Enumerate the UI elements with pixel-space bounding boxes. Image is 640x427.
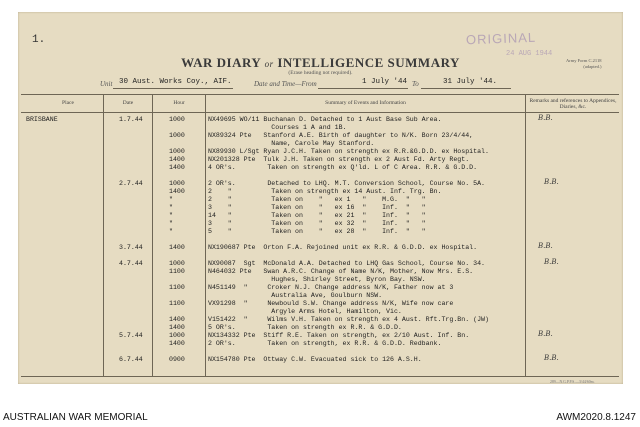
- army-form-adapted: (adapted.): [583, 64, 602, 69]
- initials-mark: B.B.: [538, 330, 553, 338]
- summary-line: 4 OR's. Taken on strength ex Q'ld. L of C Area. R.R. & G.D.D.: [208, 164, 478, 171]
- to-value-text: 31 July '44.: [443, 78, 498, 86]
- hour-cell: 1100: [169, 268, 185, 275]
- caption-accession: AWM2020.8.1247: [556, 412, 636, 423]
- from-underline: [318, 88, 408, 89]
- hour-cell: 1100: [169, 284, 185, 291]
- hour-cell: 1100: [169, 300, 185, 307]
- summary-line: 2 " Taken on " ex 1 " M.G. " ": [208, 196, 426, 203]
- column-rule-place: [103, 94, 104, 376]
- date-cell: 6.7.44: [119, 356, 143, 363]
- from-value: [362, 77, 407, 86]
- summary-line: N451149 " Croker N.J. Change address N/K, Father now at 3: [208, 284, 454, 291]
- table-bottom-rule: [21, 376, 619, 377]
- initials-mark: B.B.: [544, 258, 559, 266]
- hour-cell: 1000: [169, 148, 185, 155]
- table-header-rule: [21, 112, 619, 113]
- summary-line: NX134332 Pte Stiff R.E. Taken on strength, ex 2/10 Aust. Inf. Bn.: [208, 332, 470, 339]
- place-cell: BRISBANE: [26, 116, 58, 123]
- caption-bar: [0, 408, 640, 427]
- summary-line: Courses 1 A and 1B.: [208, 124, 347, 131]
- summary-line: 3 " Taken on " ex 16 " Inf. " ": [208, 204, 426, 211]
- unit-value: [119, 77, 232, 86]
- column-header-date: Date: [122, 100, 134, 106]
- initials-mark: B.B.: [538, 114, 553, 122]
- column-header-place: Place: [62, 100, 74, 106]
- summary-line: NX154780 Pte Ottway C.W. Evacuated sick to 126 A.S.H.: [208, 356, 422, 363]
- summary-line: NX201328 Pte Tulk J.H. Taken on strength ex 2 Aust Fd. Arty Regt.: [208, 156, 470, 163]
- form-title: [18, 55, 623, 71]
- summary-line: 2 OR's. Detached to LHQ. M.T. Conversion School, Course No. 5A.: [208, 180, 485, 187]
- unit-value-text: 30 Aust. Works Coy., AIF.: [119, 78, 232, 86]
- hour-cell: 1400: [169, 324, 185, 331]
- title-war-diary: WAR DIARY: [181, 55, 261, 70]
- title-or: or: [264, 59, 274, 69]
- summary-line: 2 OR's. Taken on strength, ex R.R. & G.D.D. Redbank.: [208, 340, 442, 347]
- to-underline: [421, 88, 511, 89]
- date-cell: 4.7.44: [119, 260, 143, 267]
- hour-cell: 1400: [169, 188, 185, 195]
- caption-source: AUSTRALIAN WAR MEMORIAL: [3, 412, 148, 423]
- column-rule-summary: [525, 94, 526, 376]
- date-cell: 1.7.44: [119, 116, 143, 123]
- summary-line: NX49695 WO/11 Buchanan D. Detached to 1 Aust Base Sub Area.: [208, 116, 442, 123]
- to-value: [443, 77, 497, 86]
- hour-cell: 1400: [169, 316, 185, 323]
- summary-line: VX91298 " Newbould S.W. Change address N/K, Wife now care: [208, 300, 454, 307]
- summary-line: 14 " Taken on " ex 21 " Inf. " ": [208, 212, 426, 219]
- summary-line: 5 OR's. Taken on strength ex R.R. & G.D.D.: [208, 324, 402, 331]
- hour-cell: ": [169, 196, 173, 203]
- from-value-text: 1 July '44: [362, 78, 408, 86]
- date-time-label: Date and Time—From: [254, 80, 317, 88]
- initials-mark: B.B.: [538, 242, 553, 250]
- summary-line: NX89930 L/Sgt Ryan J.C.H. Taken on strength ex R.R.&G.D.D. ex Hospital.: [208, 148, 489, 155]
- hour-cell: 1000: [169, 260, 185, 267]
- hour-cell: 1400: [169, 340, 185, 347]
- hour-cell: 0900: [169, 356, 185, 363]
- hour-cell: ": [169, 204, 173, 211]
- table-top-rule: [21, 94, 619, 95]
- unit-underline: [113, 88, 233, 89]
- army-form-number: Army Form C.2118: [566, 58, 602, 63]
- stamp-date: 24 AUG 1944: [506, 50, 553, 58]
- column-header-remarks: Remarks and references to Appendices, Diaries, &c.: [529, 98, 617, 110]
- summary-line: V151422 " Wilms V.H. Taken on strength ex 4 Aust. Rft.Trg.Bn. (JW): [208, 316, 489, 323]
- printer-footnote: 289—N.G.P.P.S.—3/44/60m.: [550, 380, 595, 384]
- column-rule-date: [152, 94, 153, 376]
- summary-line: Name, Carole May Stanford.: [208, 140, 375, 147]
- summary-line: 3 " Taken on " ex 32 " Inf. " ": [208, 220, 426, 227]
- hour-cell: ": [169, 220, 173, 227]
- hour-cell: 1000: [169, 332, 185, 339]
- initials-mark: B.B.: [544, 354, 559, 362]
- summary-line: 2 " Taken on strength ex 14 Aust. Inf. Trg. Bn.: [208, 188, 442, 195]
- hour-cell: ": [169, 228, 173, 235]
- initials-mark: B.B.: [544, 178, 559, 186]
- hour-cell: 1000: [169, 180, 185, 187]
- unit-label: Unit: [100, 80, 113, 88]
- diary-sheet: [18, 12, 623, 384]
- summary-line: Australia Ave, Goulburn NSW.: [208, 292, 383, 299]
- summary-line: Argyle Arms Hotel, Hamilton, Vic.: [208, 308, 402, 315]
- title-intelligence-summary: INTELLIGENCE SUMMARY: [277, 55, 460, 70]
- date-cell: 3.7.44: [119, 244, 143, 251]
- hour-cell: 1400: [169, 164, 185, 171]
- column-header-summary: Summary of Events and Information: [325, 100, 406, 106]
- summary-line: NX190687 Pte Orton F.A. Rejoined unit ex R.R. & G.D.D. ex Hospital.: [208, 244, 478, 251]
- hour-cell: 1400: [169, 244, 185, 251]
- date-cell: 5.7.44: [119, 332, 143, 339]
- summary-line: NX89324 Pte Stanford A.E. Birth of daughter to N/K. Born 23/4/44,: [208, 132, 474, 139]
- summary-line: Hughes, Shirley Street, Byron Bay. NSW.: [208, 276, 426, 283]
- erase-note: (Erase heading not required).: [288, 70, 353, 76]
- page-number: 1.: [32, 34, 46, 46]
- hour-cell: 1400: [169, 156, 185, 163]
- original-stamp: ORIGINAL: [465, 29, 537, 48]
- hour-cell: ": [169, 212, 173, 219]
- army-form-label: [566, 58, 601, 70]
- hour-cell: 1000: [169, 116, 185, 123]
- to-label: To: [412, 80, 419, 88]
- summary-line: NX90087 Sgt McDonald A.A. Detached to LHQ Gas School, Course No. 34.: [208, 260, 485, 267]
- summary-line: 5 " Taken on " ex 28 " Inf. " ": [208, 228, 426, 235]
- summary-line: N464032 Pte Swan A.R.C. Change of Name N/K, Mother, Now Mrs. E.S.: [208, 268, 474, 275]
- hour-cell: 1000: [169, 132, 185, 139]
- date-cell: 2.7.44: [119, 180, 143, 187]
- column-rule-hour: [205, 94, 206, 376]
- column-header-hour: Hour: [173, 100, 185, 106]
